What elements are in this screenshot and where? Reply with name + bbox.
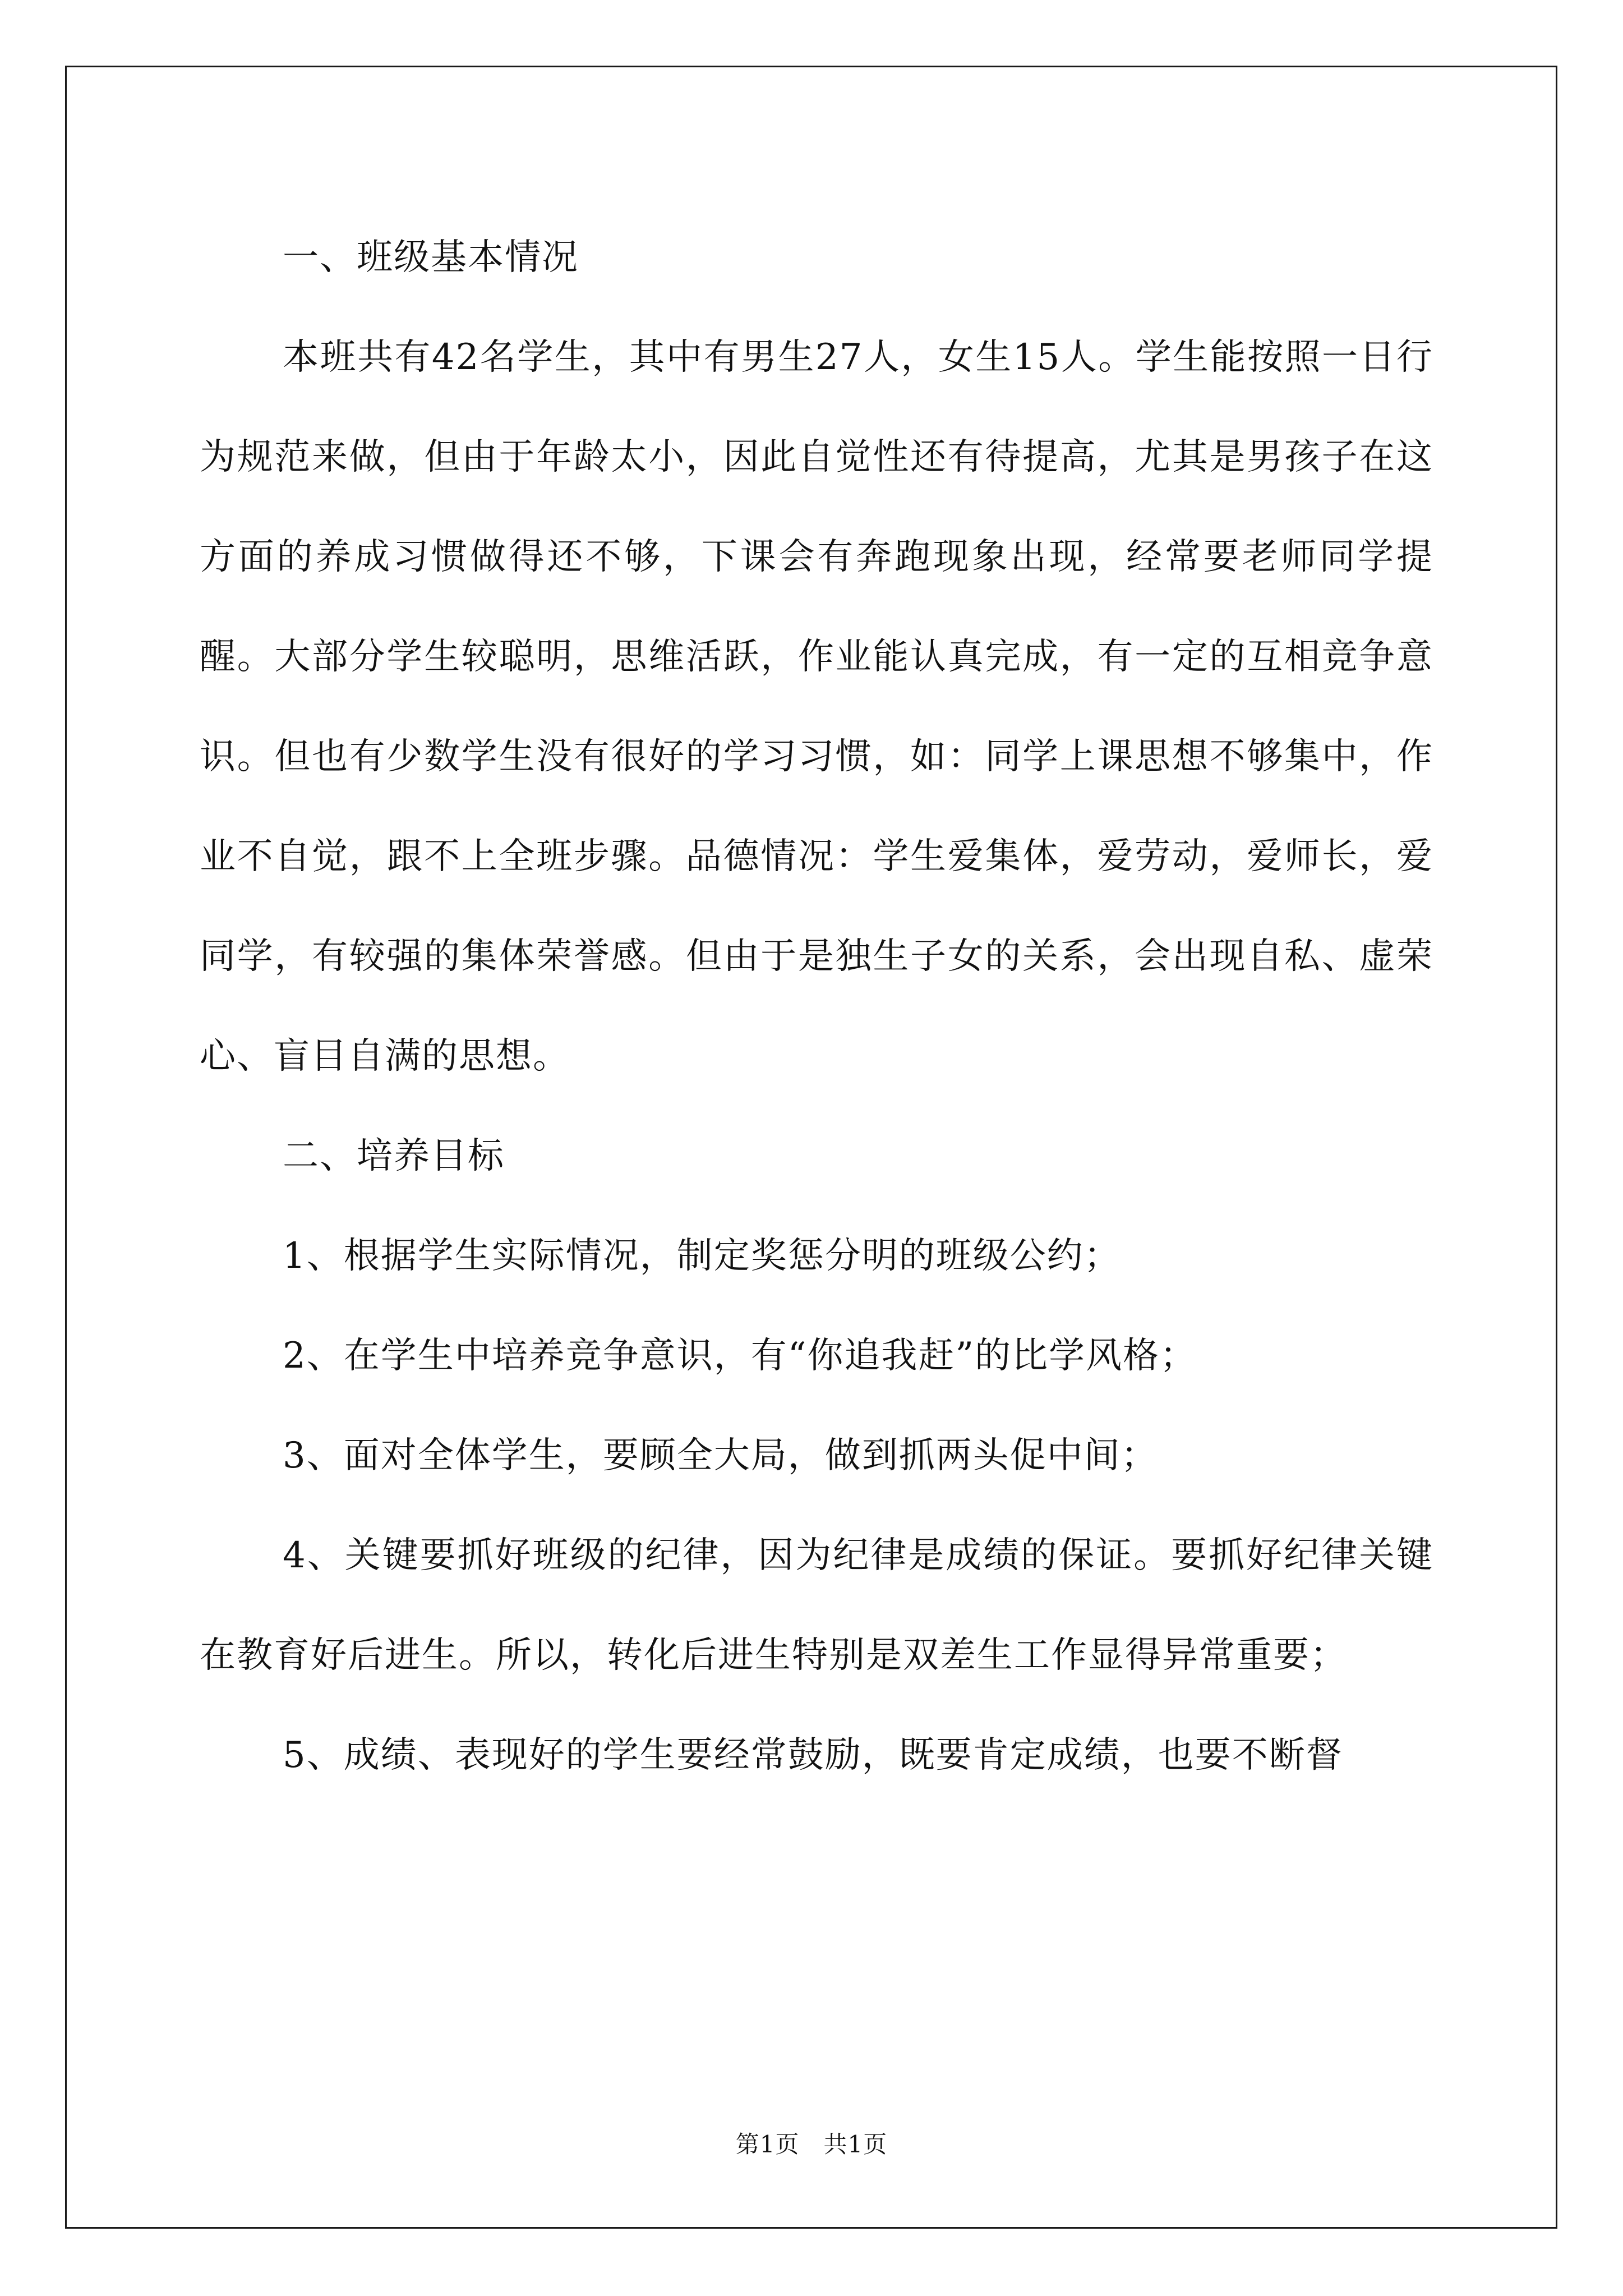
page-number-footer: 第1页 共1页 — [735, 2131, 888, 2158]
goal-item-5: 5、成绩、表现好的学生要经常鼓励，既要肯定成绩，也要不断督 — [283, 1734, 1343, 1776]
section-heading-goals: 二、培养目标 — [283, 1135, 505, 1177]
paragraph-class-overview: 本班共有42名学生，其中有男生27人，女生15人。学生能按照一日行为规范来做，但由于年龄太小，因此自觉性还有待提高，尤其是男孩子在这方面的养成习惯做得还不够，下课会有奔跑现象出现，经常要老师同学提醒。大部分学生较聪明，思维活跃，作业能认真完成，有一定的互相竞争意识。但也有少数学生没有很好的学习习惯，如：同学上课思想不够集中，作业不自觉，跟不上全班步骤。品德情况：学生爱集体，爱劳动，爱师长，爱同学，有较强的集体荣誉感。但由于是独生子女的关系，会出现自私、虚荣心、盲目自满的思想。 — [200, 337, 1433, 1077]
goal-item-2: 2、在学生中培养竞争意识，有“你追我赶”的比学风格； — [283, 1335, 1197, 1377]
goal-item-3: 3、面对全体学生，要顾全大局，做到抓两头促中间； — [283, 1435, 1158, 1476]
goal-item-1: 1、根据学生实际情况，制定奖惩分明的班级公约； — [283, 1235, 1121, 1277]
document-body — [200, 208, 1433, 1805]
section-heading-class-overview: 一、班级基本情况 — [283, 237, 579, 278]
goal-item-4: 4、关键要抓好班级的纪律，因为纪律是成绩的保证。要抓好纪律关键在教育好后进生。所以，转化后进生特别是双差生工作显得异常重要； — [200, 1535, 1433, 1676]
